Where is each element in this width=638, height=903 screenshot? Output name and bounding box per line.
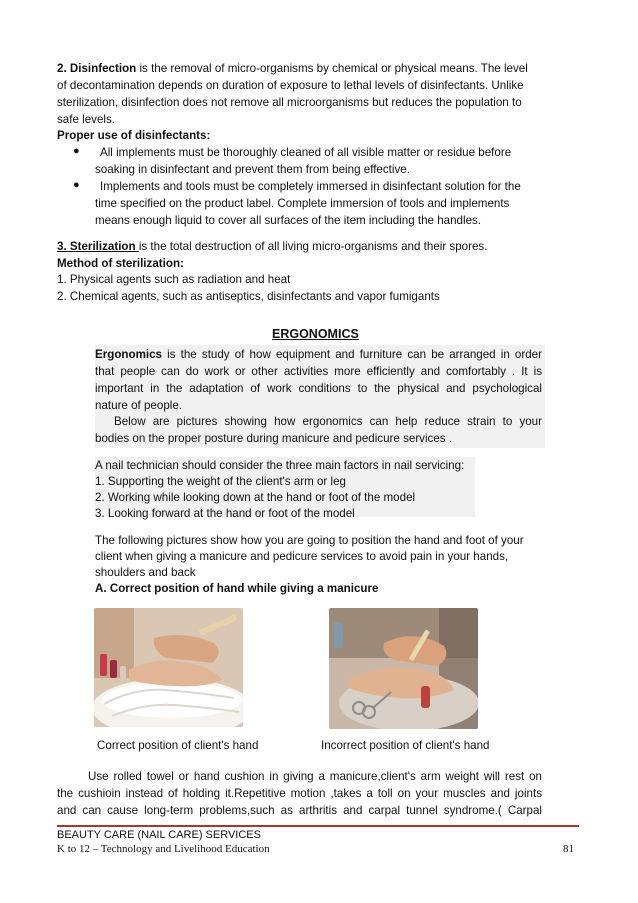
footer-subtitle: K to 12 – Technology and Livelihood Education [57, 843, 270, 855]
closing-line-2: the cushioin instead of holding it.Repetitive motion ,takes a toll on your muscles and joints [57, 787, 542, 800]
ergonomics-line-6: bodies on the proper posture during manicure and pedicure services . [95, 432, 453, 445]
factor-3: 3. Looking forward at the hand or foot of the model [95, 507, 355, 520]
ergonomics-line-4: nature of people. [95, 399, 183, 412]
bullet-dot: ● [73, 145, 80, 157]
ergonomics-line-3: important in the adaptation of work conditions to the physical and psychological [95, 382, 542, 395]
footer-title: BEAUTY CARE (NAIL CARE) SERVICES [57, 829, 261, 841]
factors-intro: A nail technician should consider the three main factors in nail servicing: [95, 459, 465, 472]
disinfection-heading: 2. Disinfection [57, 62, 137, 75]
disinfection-line-2: of decontamination depends on duration of exposure to lethal levels of disinfectants. Unlike [57, 79, 524, 92]
ergonomics-title: ERGONOMICS [272, 327, 359, 341]
incorrect-position-photo [329, 608, 478, 729]
pictures-intro-line-2: client when giving a manicure and pedicure services to avoid pain in your hands, [95, 550, 509, 563]
factor-2: 2. Working while looking down at the hand or foot of the model [95, 491, 416, 504]
method-2: 2. Chemical agents, such as antiseptics, disinfectants and vapor fumigants [57, 290, 440, 303]
ergonomics-line-1: Ergonomics is the study of how equipment and furniture can be arranged in order [95, 348, 542, 361]
sterilization-line: 3. Sterilization is the total destruction of all living micro-organisms and their spores. [57, 240, 488, 253]
proper-use-heading: Proper use of disinfectants: [57, 129, 211, 142]
proper-use-bullet-1-line-2: soaking in disinfectant and prevent them from being effective. [95, 163, 410, 176]
pictures-intro-line-3: shoulders and back [95, 566, 196, 579]
ergonomics-line-5: Below are pictures showing how ergonomics can help reduce strain to your [114, 415, 542, 428]
method-heading: Method of sterilization: [57, 257, 184, 270]
disinfection-line-4: safe levels. [57, 113, 115, 126]
method-1: 1. Physical agents such as radiation and heat [57, 273, 291, 286]
section-a-heading: A. Correct position of hand while giving a manicure [95, 582, 379, 595]
caption-correct: Correct position of client's hand [97, 739, 259, 752]
closing-line-3: and can cause long-term problems,such as arthritis and carpal tunnel syndrome.( Carpal [57, 804, 542, 817]
proper-use-bullet-2-line-1: Implements and tools must be completely immersed in disinfectant solution for the [100, 180, 521, 193]
sterilization-heading: 3. Sterilization [57, 240, 139, 253]
caption-incorrect: Incorrect position of client's hand [321, 739, 490, 752]
disinfection-line-1: 2. Disinfection is the removal of micro-organisms by chemical or physical means. The level [57, 62, 528, 75]
proper-use-bullet-2-line-2: time specified on the product label. Complete immersion of tools and implements [95, 197, 510, 210]
correct-position-photo [94, 608, 243, 727]
factor-1: 1. Supporting the weight of the client's arm or leg [95, 475, 346, 488]
pictures-intro-line-1: The following pictures show how you are going to position the hand and foot of your [95, 534, 524, 547]
manicure-hands-illustration [94, 608, 243, 727]
disinfection-line-3: sterilization, disinfection does not remove all microorganisms but reduces the population to [57, 96, 522, 109]
incorrect-hands-illustration [329, 608, 478, 729]
proper-use-bullet-1-line-1: All implements must be thoroughly cleaned of all visible matter or residue before [100, 146, 512, 159]
ergonomics-line-2: that people can do work or other activities more efficiently and comfortably . It is [95, 365, 542, 378]
bullet-dot: ● [73, 179, 80, 191]
ergonomics-term: Ergonomics [95, 348, 162, 361]
proper-use-bullet-2-line-3: means enough liquid to cover all surfaces of the item including the handles. [95, 214, 482, 227]
footer-rule [57, 825, 579, 827]
closing-line-1: Use rolled towel or hand cushion in giving a manicure,client's arm weight will rest on [88, 770, 542, 783]
page-number: 81 [563, 843, 574, 855]
